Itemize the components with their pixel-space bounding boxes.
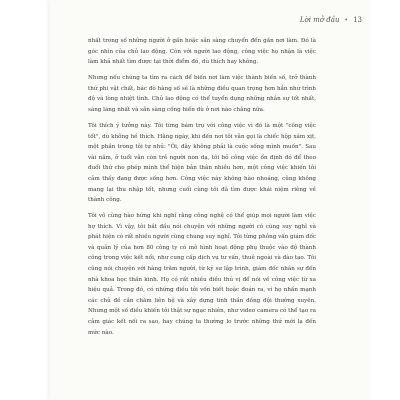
- paragraph: Nhưng nếu chúng ta tìm ra cách để biến nơi làm việc thành biến số, trở thành thứ phi vật chất, bác đò hàng số sẽ là những điều quan trọng hơn hẳn như trình độ và lòng nhiệt tình. Chủ lao động có thể tuyển dụng những nhân sự tốt nhất, sáng láng nhất và sẵn sàng cống hiến dù ở nơi nào chăng nữa.: [88, 75, 316, 113]
- paragraph: Tôi vô cùng hào hứng khi nghĩ rằng công nghệ có thể giúp mọi người làm việc hợ thích. Vì vậy, tôi bắt đầu nói chuyện với những người có cùng suy nghĩ và phát hiện có rất nhiều người cùng chung suy nghĩ. Tôi từng phỏng vấn giám đốc và quản lý của hơn 80 công ty có mô hình hoạt động phụ thuộc vào độ thành công trong việc kết nối, như cung cấp dịch vụ tư vấn, thuê ngoài và đào tạo. Tôi cũng nói chuyện với hàng trăm người, từ kỹ sư lập trình, giám đốc nhân sự đến nhà khoa học thần kinh. Họ có rất nhiều điều thú vị để nói về công việc từ xa hiệu quả. Trong đó, có những điều tôi vốn biết hoặc đoán ra, vì họ nhấn mạnh các chủ đề cần chăm liên hệ và xây dựng tinh thần đồng đội thường xuyên. Nhưng một số điều khiến tôi thật sự ngạc nhiên, như video camera có thể tạo ra cảm giác kết nối ra sao, hay chúng ta thường lo trước những thứ mới lạ đến mức nào.: [88, 213, 316, 336]
- book-page: [50, 0, 370, 400]
- paragraph: nhất trong số những người ở gần hoặc sản sàng chuyển đến gần nơi làm. Đó là góc nhìn của chủ lao động. Còn với người lao động, công việc họ nhận là việc làm khả nhất tìm được tại thời điểm đó, dù thích hay không.: [88, 38, 316, 66]
- header-bullet: •: [344, 16, 349, 24]
- page-number: 13: [353, 16, 362, 24]
- body-text: [88, 36, 316, 344]
- chapter-title: Lời mở đầu: [299, 16, 340, 24]
- paragraph: Tôi thích ý tưởng này. Tôi từng bám trụ với công việc vì đó là một "công việc tốt", dù không hề thích. Hằng ngày, khi đến nơi tôi vẫn gọi là chiếc hộp xám xịt, một phần trong tôi tự nhủ: "Ôi, đây không phải là cuộc sống mình muốn". Sau vài năm, ở tuổi vẫn còn trẻ người non dạ, tôi bỏ công việc ổn định đó để theo đuổi thứ cho phép mình thể hiện bản thân nhiều hơn, một công việc khiến tôi cảm thấy đang được sống hơn. Công việc này không hào nhoáng, cũng không mang lại thu nhập tốt, nhưng cuối cùng tôi đã tìm được khái niệm riêng về thành công.: [88, 122, 316, 204]
- running-header: [50, 16, 370, 24]
